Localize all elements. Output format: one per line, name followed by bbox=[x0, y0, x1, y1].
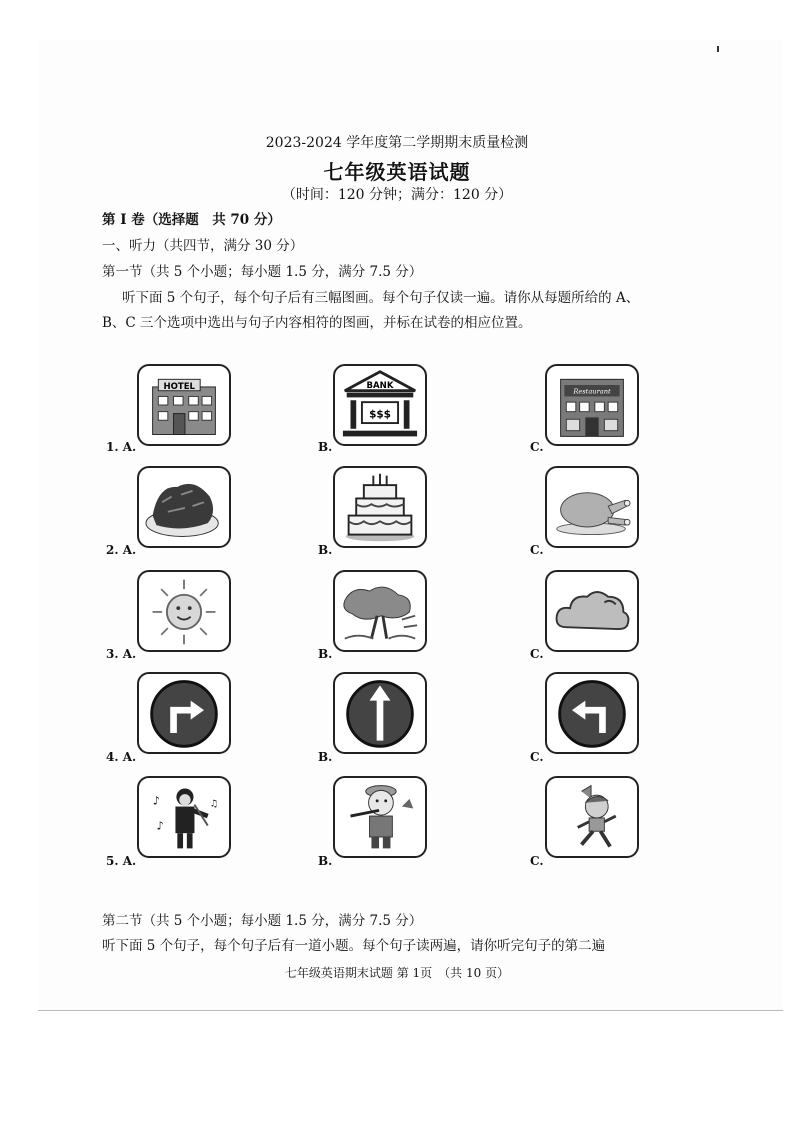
birthday-cake-picture[interactable] bbox=[333, 466, 427, 548]
q1-label-c: C. bbox=[530, 440, 544, 454]
sun-icon bbox=[139, 572, 229, 650]
q5-label-a: 5. A. bbox=[106, 854, 137, 868]
section1-instruction-1: 听下面 5 个句子，每个句子后有三幅图画。每个句子仅读一遍。请你从每题所给的 A、 bbox=[122, 290, 640, 306]
section1-instruction-2: B、C 三个选项中选出与句子内容相符的图画，并标在试卷的相应位置。 bbox=[102, 315, 532, 331]
turn-left-sign-icon bbox=[547, 674, 637, 752]
running-kid-picture[interactable] bbox=[545, 776, 639, 858]
exam-year-line: 2023-2024 学年度第二学期期末质量检测 bbox=[265, 135, 529, 151]
hotel-picture[interactable] bbox=[137, 364, 231, 446]
part-one-heading: 一、听力（共四节，满分 30 分） bbox=[102, 238, 304, 254]
exam-title: 七年级英语试题 bbox=[323, 160, 471, 184]
section1-heading: 第一节（共 5 个小题；每小题 1.5 分，满分 7.5 分） bbox=[102, 264, 423, 280]
section2-heading: 第二节（共 5 个小题；每小题 1.5 分，满分 7.5 分） bbox=[102, 913, 423, 929]
go-straight-picture[interactable] bbox=[333, 672, 427, 754]
roast-chicken-icon bbox=[547, 468, 637, 546]
q5-label-c: C. bbox=[530, 854, 544, 868]
q4-label-a: 4. A. bbox=[106, 750, 137, 764]
svg-text:$$$: $$$ bbox=[369, 408, 391, 421]
beef-dish-icon bbox=[139, 468, 229, 546]
scan-mark bbox=[717, 46, 719, 52]
cloud-icon bbox=[547, 572, 637, 650]
roast-chicken-picture[interactable] bbox=[545, 466, 639, 548]
q2-label-a: 2. A. bbox=[106, 543, 137, 557]
q4-label-b: B. bbox=[318, 750, 333, 764]
flute-player-icon bbox=[335, 778, 425, 856]
sunny-picture[interactable] bbox=[137, 570, 231, 652]
bank-picture[interactable] bbox=[333, 364, 427, 446]
turn-right-picture[interactable] bbox=[137, 672, 231, 754]
q2-label-c: C. bbox=[530, 543, 544, 557]
svg-text:♫: ♫ bbox=[209, 798, 219, 810]
birthday-cake-icon bbox=[335, 468, 425, 546]
svg-text:BANK: BANK bbox=[366, 380, 394, 391]
page-footer: 七年级英语期末试题 第 1页 （共 10 页） bbox=[284, 966, 510, 980]
q4-label-c: C. bbox=[530, 750, 544, 764]
violinist-picture[interactable] bbox=[137, 776, 231, 858]
windy-tree-icon bbox=[335, 572, 425, 650]
q2-label-b: B. bbox=[318, 543, 333, 557]
windy-picture[interactable] bbox=[333, 570, 427, 652]
restaurant-icon bbox=[547, 366, 637, 444]
svg-text:Restaurant: Restaurant bbox=[573, 387, 611, 396]
q1-label-b: B. bbox=[318, 440, 333, 454]
restaurant-picture[interactable] bbox=[545, 364, 639, 446]
q3-label-c: C. bbox=[530, 647, 544, 661]
svg-text:HOTEL: HOTEL bbox=[163, 381, 196, 392]
bank-icon bbox=[335, 366, 425, 444]
q1-label-a: 1. A. bbox=[106, 440, 137, 454]
hotel-icon bbox=[139, 366, 229, 444]
violinist-icon bbox=[139, 778, 229, 856]
exam-time-info: （时间：120 分钟；满分：120 分） bbox=[281, 187, 513, 203]
cloudy-picture[interactable] bbox=[545, 570, 639, 652]
running-kid-icon bbox=[547, 778, 637, 856]
q3-label-b: B. bbox=[318, 647, 333, 661]
volume-heading: 第 Ⅰ 卷（选择题 共 70 分） bbox=[102, 212, 281, 228]
svg-text:♪: ♪ bbox=[156, 818, 164, 833]
turn-left-picture[interactable] bbox=[545, 672, 639, 754]
flute-player-picture[interactable] bbox=[333, 776, 427, 858]
go-straight-sign-icon bbox=[335, 674, 425, 752]
beef-dish-picture[interactable] bbox=[137, 466, 231, 548]
svg-text:♪: ♪ bbox=[152, 793, 160, 808]
turn-right-sign-icon bbox=[139, 674, 229, 752]
q3-label-a: 3. A. bbox=[106, 647, 137, 661]
q5-label-b: B. bbox=[318, 854, 333, 868]
section2-instruction-1: 听下面 5 个句子，每个句子后有一道小题。每个句子读两遍，请你听完句子的第二遍 bbox=[102, 938, 606, 954]
